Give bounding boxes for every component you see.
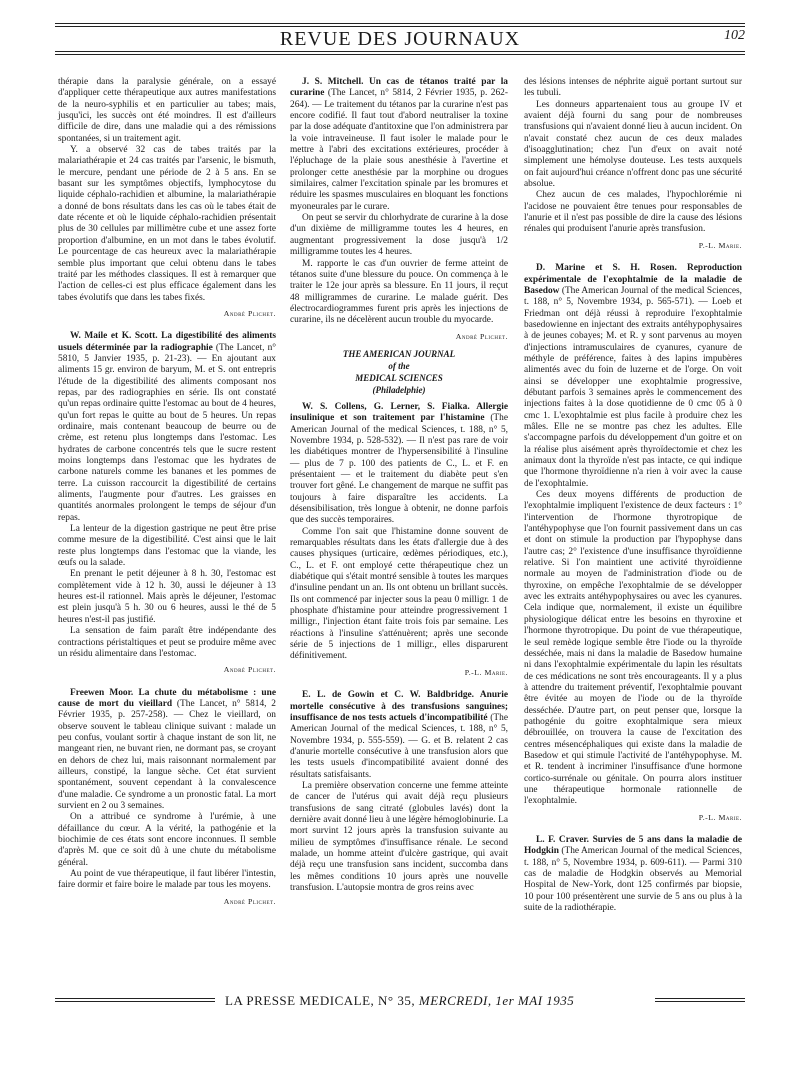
- paragraph: (The Lancet, n° 5810, 5 Janvier 1935, p. 21-23). — En ajoutant aux aliments 15 gr. environ de baryum, M. et S. ont entrepris l'étude de la digestibilité des aliments composant nos repas, par des radiographies en série. Ils ont constaté qu'un repas ordinaire quitte l'estomac au bout de 4 heures, qu'un fort repas le quitte au bout de 5 heures. Un repas ordinaire, mais contenant beaucoup de beurre ou de crème, est retenu plus longtemps dans l'estomac. Les hydrates de carbone concentrés tels que le sucre restent moins longtemps dans l'estomac que les hydrates de carbone naturels comme les bananes et les pommes de terre. La cuisson raccourcit la digestibilité de certains aliments, l'augmente pour d'autres. Les graisses en quantités anormales prolongent le temps de séjour d'un repas.: [58, 342, 277, 523]
- header-rule: [55, 51, 745, 52]
- author-signature: André Plichet.: [455, 331, 508, 341]
- paragraph: En prenant le petit déjeuner à 8 h. 30, l'estomac est complètement vide à 12 h. 30, aussi le déjeuner à 13 heures est-il rationnel. Mais après le déjeuner, l'estomac est plein jusqu'à 5 h. 30 ou 6 heures, aussi le thé de 5 heures n'est-il pas justifié.: [58, 569, 276, 625]
- header-rule: [55, 23, 745, 24]
- column-right: [524, 77, 742, 914]
- footer-rule: [55, 998, 215, 999]
- paragraph: La lenteur de la digestion gastrique ne peut être prise comme mesure de la digestibilité. C'est ainsi que le lait reste plus longtemps dans l'estomac que la viande, les œufs ou la salade.: [58, 524, 276, 569]
- paragraph: Comme l'on sait que l'histamine donne souvent de remarquables résultats dans les états d'allergie due à des causes physiques (urticaire, œdèmes périodiques, etc.), C., L. et F. ont employé cette thérapeutique chez un diabétique qui s'était montré sensible à toutes les marques d'insuline pendant un an. Ils ont obtenu un brillant succès. Ils ont commencé par injecter sous la peau 0 milligr. 1 de phosphate d'histamine pour atteindre progressivement 1 milligr., l'injection étant faite trois fois par semaine. Les réactions à l'insuline s'atténuèrent; après une seconde série de 5 injections de 1 milligr., elles disparurent définitivement.: [290, 526, 508, 662]
- footer-rule: [655, 1001, 745, 1002]
- page-number: 102: [724, 28, 745, 43]
- paragraph: Les donneurs appartenaient tous au groupe IV et avaient déjà fourni du sang pour de nombreuses transfusions qui n'avaient donné lieu à aucun incident. On n'avait constaté chez aucun de ces deux malades d'isoagglutination; chez l'un d'eux on avait noté simplement une hémolyse douteuse. Les tests auxquels on fait aujourd'hui créance n'offrent donc pas une sécurité absolue.: [524, 99, 742, 190]
- paragraph: La première observation concerne une femme atteinte de cancer de l'utérus qui avait déjà reçu plusieurs transfusions de sang citraté (globules lavés) dont la dernière avait donné lieu à une légère hémoglobinurie. La mort survint 12 jours après la transfusion suivante au milieu de symptômes d'insuffisance rénale. Le second malade, un homme atteint d'ulcère gastrique, qui avait déjà reçu une transfusion sans incident, succomba dans les mêmes conditions 10 jours après une nouvelle transfusion. L'autopsie montra de gros reins avec: [290, 780, 508, 893]
- header-rule: [55, 54, 745, 55]
- article-marine-rosen: [524, 263, 742, 823]
- journal-name: MEDICAL SCIENCES: [355, 372, 443, 383]
- author-signature: P.-L. Marie.: [698, 812, 742, 822]
- paragraph: Ces deux moyens différents de production de l'exophtalmie impliquent l'existence de deux facteurs : 1° l'intervention de l'hormone thyrotropique de l'antéhypophyse que l'on fournit passivement dans un cas et dont on stimule la production par l'hypophyse dans l'autre cas; 2° l'existence d'une insuffisance thyroïdienne relative. Si l'on maintient une activité thyroïdienne normale au moyen de l'administration d'iode ou de thyroxine, on empêche l'exophtalmie de se développer avec les extraits antéhypophysaires ou avec les cyanures. Cela indique que, normalement, il existe un équilibre physiologique délicat entre les besoins en thyroxine et l'hormone thyrotropique. Du point de vue thérapeutique, le seul remède logique semble être l'iode ou la thyroïde desséchée, mais ni dans la maladie de Basedow humaine ni dans l'exophtalmie expérimentale du lapin les résultats de ces médications ne sont très encourageants. Il y a plus à attendre du traitement préventif, l'exophtalmie pouvant être évitée au moyen de l'iode ou de la thyroïde desséchée. D'autre part, on peut penser que, lorsque la pathogénie du goitre exophtalmique sera mieux débrouillée, on trouvera la cause de l'excitation des centres mésencéphaliques qui existe dans la maladie de Basedow et qui stimule l'activité de l'antéhypophyse. M. et R. tendent à incriminer l'insuffisance d'une hormone cortico-surrénale ou génitale. On pourra alors instituer une thérapeutique hormonale rationnelle de l'exophtalmie.: [524, 490, 742, 807]
- footer-rule: [55, 1001, 215, 1002]
- footer-rule: [655, 998, 745, 999]
- article-heading: J. S. Mitchell. Un cas de tétanos traité par la curarine: [290, 77, 508, 99]
- paragraph: On peut se servir du chlorhydrate de curarine à la dose d'un dixième de milligramme toutes les 4 heures, en augmentant progressivement la dose jusqu'à 1/2 milligramme toutes les 4 heures.: [290, 213, 508, 258]
- column-left: [58, 77, 276, 907]
- article-craver: [524, 835, 742, 914]
- paragraph: Y. a observé 32 cas de tabes traités par la malariathérapie et 24 cas traités par l'arsenic, le bismuth, le mercure, pendant une période de 2 à 5 ans. En se basant sur les symptômes objectifs, lymphocytose du liquide céphalo-rachidien et albumine, la malariathérapie a donné de bons résultats dans les cas où le tabes était de date récente et où le liquide céphalo-rachidien présentait plus de 30 cellules par millimètre cube et une assez forte proportion d'albumine, en un mot dans le tabes évolutif. Le pourcentage de cas heureux avec la malariathérapie semble plus important que celui obtenu dans le tabes traité par les méthodes classiques. Il est à remarquer que l'action de celles-ci est plus efficace également dans les tabes évolutifs que dans les tabes fixés.: [58, 145, 276, 303]
- journal-name: of the: [388, 360, 410, 371]
- journal-section-heading: [290, 348, 508, 396]
- paragraph: Chez aucun de ces malades, l'hypochlorémie ni l'acidose ne pouvaient être tenues pour responsables de l'anurie et il n'est pas possible de dire la cause des lésions rénales qui produisent l'anurie après transfusion.: [524, 190, 742, 235]
- paragraph: M. rapporte le cas d'un ouvrier de ferme atteint de tétanos suite d'une blessure du pouce. On commença à le traiter le 12e jour après sa blessure. En 11 jours, il reçut 48 milligrammes de curarine. Le malade guérit. Des électrocardiogrammes furent pris après les injections de curarine, ils ne décelèrent aucun trouble du myocarde.: [290, 258, 508, 326]
- article-collens: [290, 402, 508, 678]
- paragraph: (The American Journal of the medical Sciences, t. 188, n° 5, Novembre 1934, p. 555-559). — G. et B. relatent 2 cas d'anurie mortelle consécutive à une transfusion alors que les tests usuels d'incompatibilité avaient donné des résultats satisfaisants.: [290, 712, 508, 780]
- author-signature: André Plichet.: [223, 896, 276, 906]
- author-signature: André Plichet.: [223, 308, 276, 318]
- article-heading: E. L. de Gowin et C. W. Baldbridge. Anurie mortelle consécutive à des transfusions sanguines; insuffisance de nos tests actuels d'incompatibilité: [290, 690, 508, 723]
- article-heading: L. F. Craver. Survies de 5 ans dans la maladie de Hodgkin: [524, 835, 742, 857]
- paragraph: thérapie dans la paralysie générale, on a essayé d'appliquer cette thérapeutique aux autres manifestations de la neuro-syphilis et en particulier au tabes; mais, jusqu'ici, les succès ont été moindres. Il est d'ailleurs difficile de dire, dans une maladie qui a des rémissions spontanées, si un traitement agit.: [58, 77, 276, 144]
- footer-journal: LA PRESSE MEDICALE,: [225, 993, 375, 1008]
- page-footer: [55, 993, 745, 1013]
- footer-day: MERCREDI,: [418, 993, 492, 1008]
- author-signature: P.-L. Marie.: [698, 240, 742, 250]
- paragraph: La sensation de faim paraît être indépendante des contractions péristaltiques et peut se produire même avec un résidu alimentaire dans l'estomac.: [58, 626, 276, 659]
- paragraph: Au point de vue thérapeutique, il faut libérer l'intestin, faire dormir et faire boire le malade par tous les moyens.: [58, 869, 276, 891]
- footer-issue: N° 35,: [378, 993, 416, 1008]
- paragraph: (The Lancet, n° 5814, 2 Février 1935, p. 262-264). — Le traitement du tétanos par la curarine n'est pas encore codifié. Il faut tout d'abord neutraliser la toxine par la dose adéquate d'antitoxine que l'on administrera par la voie intraveineuse. Il faut isoler le malade pour le mettre à l'abri des excitations extérieures, procéder à l'épluchage de la plaie sous anesthésie à l'avertine et prolonger cette anesthésie par la morphine ou drogues similaires, calmer l'excitation spinale par les bromures et réduire les spasmes musculaires en bloquant les fonctions myoneurales par le curare.: [290, 88, 508, 212]
- paragraph: On a attribué ce syndrome à l'urémie, à une défaillance du cœur. A la vérité, la pathogénie et la biochimie de ces états sont encore inconnues. Il semble d'après M. que ce soit dû à une chute du métabolisme général.: [58, 812, 276, 868]
- journal-name: THE AMERICAN JOURNAL: [342, 348, 456, 359]
- footer-date: 1er MAI 1935: [495, 993, 575, 1008]
- article-mitchell: [290, 77, 508, 342]
- column-middle: [290, 77, 508, 894]
- paragraph: (The Lancet, n° 5814, 2 Février 1935, p. 257-258). — Chez le vieillard, on observe souvent le tableau clinique suivant : malade un peu confus, voulant sortir à chaque instant de son lit, ne mangeant rien, ne buvant rien, ne dormant pas, se croyant en dehors de chez lui, mais raisonnant normalement par ailleurs, constipé, la langue sèche. Cet état survient spontanément, souvent cependant à la convalescence d'une maladie. Ce syndrome a un pronostic fatal. La mort survient en 2 ou 3 semaines.: [58, 698, 276, 811]
- article-maile-scott: [58, 331, 276, 675]
- article-freewen-moor: [58, 688, 276, 908]
- author-signature: P.-L. Marie.: [464, 667, 508, 677]
- footer-text: [225, 993, 574, 1009]
- article-heading: Freewen Moor. La chute du métabolisme : une cause de mort du vieillard: [58, 687, 276, 709]
- article-heading: W. Maile et K. Scott. La digestibilité des aliments usuels déterminée par la radiographie: [58, 331, 276, 353]
- author-signature: André Plichet.: [223, 665, 276, 675]
- article-de-gowin: [290, 690, 508, 894]
- paragraph: (The American Journal of the medical Sciences, t. 188, n° 5, Novembre 1934, p. 609-611). — Parmi 310 cas de maladie de Hodgkin observés au Memorial Hospital de New-York, dont 125 confirmés par biopsie, 10 pour 100 présentèrent une survie de 5 ans ou plus à la suite de la radiothérapie.: [524, 846, 742, 914]
- article-heading: W. S. Collens, G. Lerner, S. Fialka. Allergie insulinique et son traitement par l'histamine: [290, 401, 508, 424]
- page-header: [55, 20, 745, 60]
- section-title: REVUE DES JOURNAUX: [279, 28, 521, 50]
- paragraph: des lésions intenses de néphrite aiguë portant surtout sur les tubuli.: [524, 77, 742, 99]
- paragraph: (The American Journal of the medical Sciences, t. 188, n° 5, Novembre 1934, p. 528-532). — Il n'est pas rare de voir les diabétiques montrer de l'hypersensibilité à l'insuline — plus de 7 p. 100 des patients de C., L. et F. en présentaient — et le traitement du diabète peut s'en trouver fort gêné. Le changement de marque ne suffit pas toujours à faire disparaître les accidents. La désensibilisation, très longue à obtenir, ne donne parfois que des succès temporaires.: [290, 413, 509, 526]
- journal-location: (Philadelphie): [372, 384, 426, 395]
- article-heading: D. Marine et S. H. Rosen. Reproduction expérimentale de l'exophtalmie de la maladie de Basedow: [524, 263, 742, 296]
- paragraph: (The American Journal of the medical Sciences, t. 188, n° 5, Novembre 1934, p. 565-571). — Loeb et Friedman ont déjà réussi à reproduire l'exophtalmie basedowienne en injectant des extraits antéhypophysaires à de jeunes cobayes; M. et R. y sont parvenus au moyen d'injections intramusculaires de cyanures, cyanure de méthyle de préférence, faites à des lapins impubères alimentés avec du foin de luzerne et de l'orge. On voit ainsi se développer une exophtalmie progressive, débutant parfois 3 semaines après le commencement des injections faites à la dose quotidienne de 0 cmc 05 à 0 cmc 1. L'exophtalmie est plus facile à produire chez les mâles. Elle ne se montre pas chez les adultes. Elle s'accompagne parfois du développement d'un goitre et on la réalise plus aisément après thyroïdectomie et chez les animaux dont la thyroïde n'est pas intacte, ce qui indique que l'hormone thyroïdienne n'a rien à voir avec la cause de l'exophtalmie.: [524, 285, 743, 489]
